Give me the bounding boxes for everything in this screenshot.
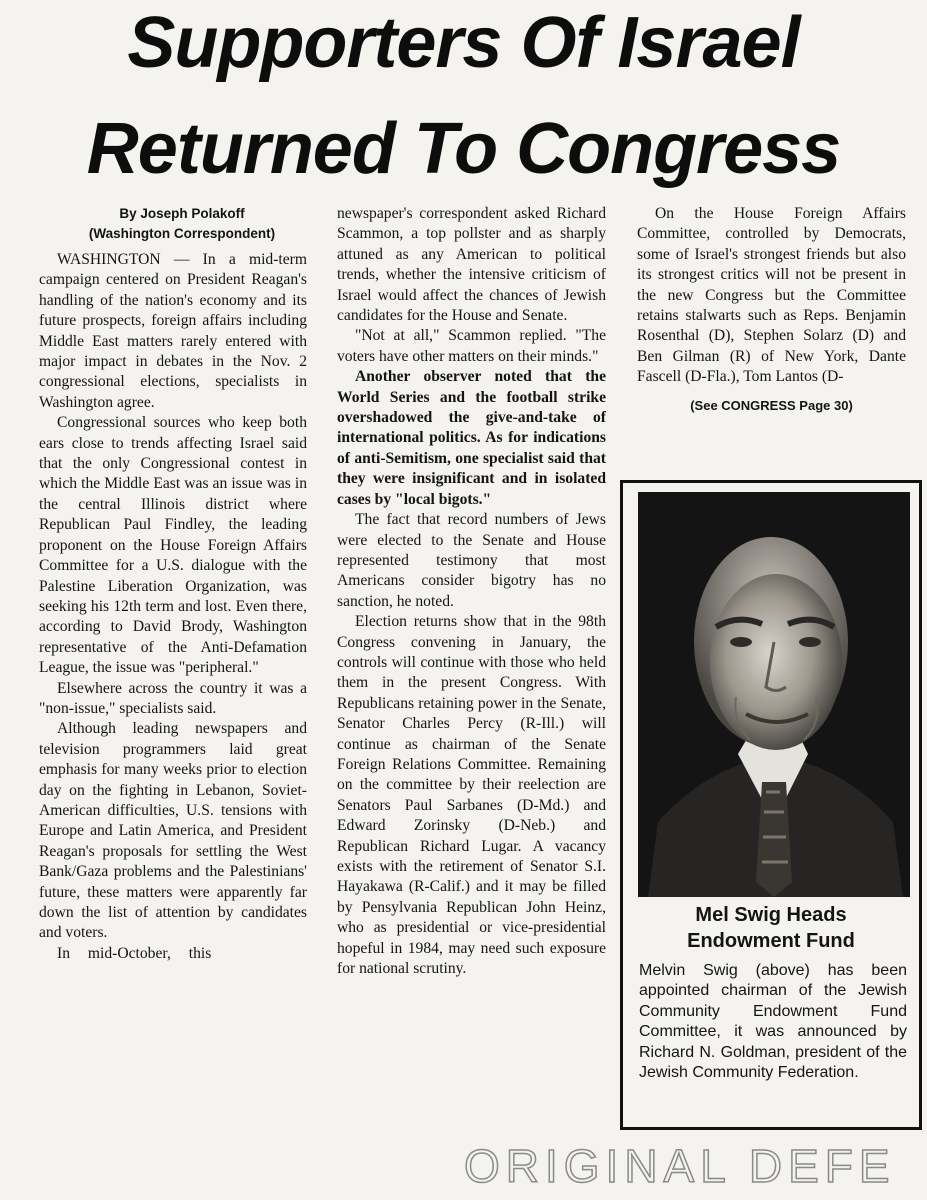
sidebar-title-line-1: Mel Swig Heads (695, 904, 847, 926)
article-paragraph-bold: Another observer noted that the World Series and the football strike overshadowed the give-and-take of international politics. As for indications of anti-Semitism, one specialist said that they were insignificant and in isolated cases by "local bigots." (337, 368, 606, 508)
sidebar-caption: Melvin Swig (above) has been appointed chairman of the Jewish Community Endowment Fund Committee, it was announced by Richard N. Goldman, president of the Jewish Community Federation. (639, 962, 907, 1082)
sidebar-title-line-2: Endowment Fund (687, 930, 855, 952)
article-paragraph: Elsewhere across the country it was a "non-issue," specialists said. (39, 679, 307, 717)
article-column-1 (39, 204, 307, 964)
byline-role: (Washington Correspondent) (88, 226, 276, 241)
byline-author: By Joseph Polakoff (119, 206, 245, 221)
jump-line: (See CONGRESS Page 30) (690, 397, 853, 413)
headline-line-1: Supporters Of Israel (127, 3, 800, 83)
article-paragraph: WASHINGTON — In a mid-term campaign centered on President Reagan's handling of the nation's economy and its future prospects, foreign affairs including Middle East matters rarely entered with major impact in debates in the Nov. 2 congressional elections, specialists in Washington agree. (39, 251, 307, 411)
archive-stamp: ORIGINAL DEFE (464, 1140, 896, 1192)
article-paragraph: Although leading newspapers and television programmers laid great emphasis for many weeks prior to election day on the fighting in Lebanon, Soviet-American difficulties, U.S. tensions with Europe and Latin America, and President Reagan's proposals for settling the West Bank/Gaza problems and the Palestinians' future, these matters were apparently far down the list of attention by candidates and voters. (39, 720, 307, 942)
article-paragraph: newspaper's correspondent asked Richard Scammon, a top pollster and as sharply attuned as any American to political trends, whether the intensive criticism of Israel would affect the chances of Jewish candidates for the House and Senate. (337, 205, 606, 325)
sidebar-box (620, 480, 922, 1130)
article-paragraph: In mid-October, this (57, 944, 212, 962)
headline-line-2: Returned To Congress (86, 109, 841, 189)
article-paragraph: Election returns show that in the 98th Congress convening in January, the controls will continue with those who held them in the present Congress. With Republicans retaining power in the Senate, Senator Charles Percy (R-Ill.) will continue as chairman of the Senate Foreign Relations Committee. Remaining on the committee by their reelection are Senators Paul Sarbanes (D-Md.) and Edward Zorinsky (D-Neb.) and Republican Richard Lugar. A vacancy exists with the retirement of Senator S.I. Hayakawa (R-Calif.) and it may be filled by Pensylvania Republican John Heinz, who as presidential or vice-presidential hopeful in 1984, may need such exposure for national scrutiny. (337, 613, 606, 978)
article-paragraph: The fact that record numbers of Jews were elected to the Senate and House represented testimony that most Americans consider bigotry has no sanction, he noted. (337, 511, 606, 610)
article-column-2 (337, 204, 606, 979)
article-paragraph: On the House Foreign Affairs Committee, controlled by Democrats, some of Israel's strongest friends but also its strongest critics will not be present in the new Congress but the Committee retains stalwarts such as Reps. Benjamin Rosenthal (D), Stephen Solarz (D) and Ben Gilman (R) of New York, Dante Fascell (D-Fla.), Tom Lantos (D- (637, 205, 906, 386)
article-paragraph: Congressional sources who keep both ears close to trends affecting Israel said that the only Congressional contest in which the Middle East was an issue was in the central Illinois district where Republican Paul Findley, the leading proponent on the House Foreign Affairs Committee for a U.S. dialogue with the Palestine Liberation Organization, was seeking his 12th term and lost. Even there, according to David Brody, Washington representative of the Anti-Defamation League, the issue was "peripheral." (39, 414, 307, 677)
article-paragraph: "Not at all," Scammon replied. "The voters have other matters on their minds." (337, 327, 606, 365)
portrait-photo (638, 492, 910, 897)
article-column-3 (637, 204, 906, 416)
